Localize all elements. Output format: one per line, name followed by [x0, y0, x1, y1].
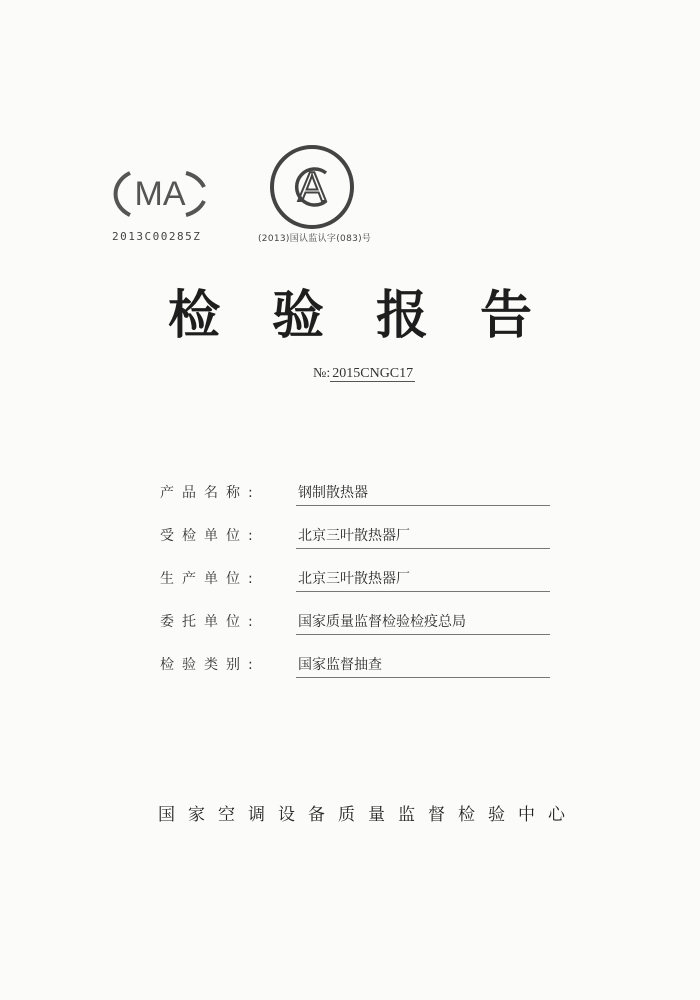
- field-row-commissioning-unit: [160, 607, 550, 650]
- report-info-fields: [160, 478, 550, 693]
- field-row-inspected-unit: [160, 521, 550, 564]
- field-label: 生产单位:: [160, 571, 261, 587]
- field-value: 北京三叶散热器厂: [296, 568, 550, 592]
- field-row-inspection-type: [160, 650, 550, 693]
- cal-logo-text: A: [297, 163, 327, 210]
- report-number-label: №:: [313, 366, 331, 381]
- field-value: 北京三叶散热器厂: [296, 525, 550, 549]
- field-row-product-name: [160, 478, 550, 521]
- field-value: 国家监督抽查: [296, 654, 550, 678]
- report-number-value: 2015CNGC17: [332, 366, 414, 381]
- field-label: 受检单位:: [160, 528, 261, 544]
- document-title: 检验报告: [167, 286, 584, 346]
- cma-code: 2013C00285Z: [112, 230, 202, 243]
- field-label: 检验类别:: [160, 657, 261, 673]
- field-row-manufacturer: [160, 564, 550, 607]
- field-label: 委托单位:: [160, 614, 261, 630]
- cal-certification-logo: [266, 143, 358, 231]
- cal-code: (2013)国认监认字(083)号: [258, 234, 372, 244]
- issuing-organization: 国家空调设备质量监督检验中心: [158, 805, 578, 825]
- report-number: [313, 366, 415, 382]
- cma-logo-text: MA: [134, 175, 186, 213]
- field-label: 产品名称:: [160, 485, 261, 501]
- cma-certification-logo: [108, 165, 208, 223]
- field-value: 钢制散热器: [296, 482, 550, 506]
- field-value: 国家质量监督检验检疫总局: [296, 611, 550, 635]
